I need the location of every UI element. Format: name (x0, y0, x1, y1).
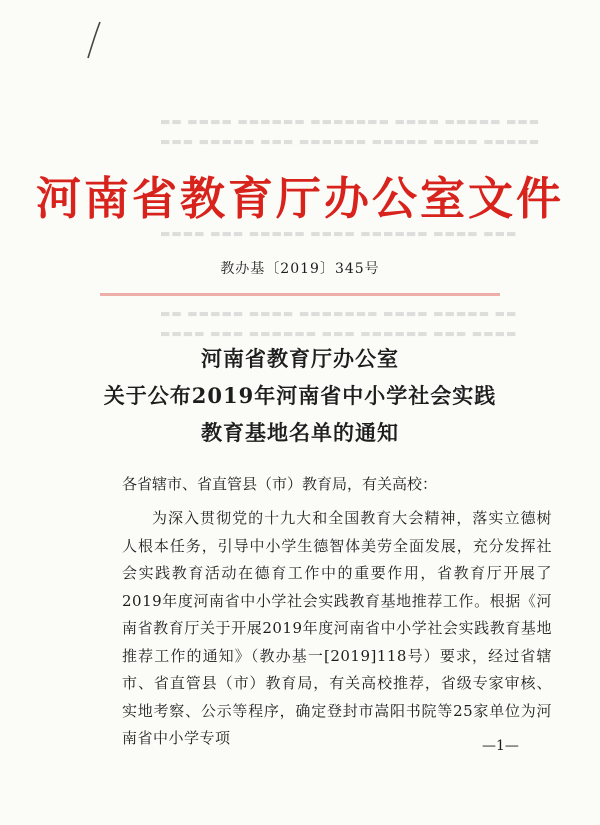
document-header-title: 河南省教育厅办公室文件 (35, 172, 564, 225)
notice-title (0, 340, 600, 451)
bleed-through-text: ▬▬ ▬▬▬▬▬ ▬▬▬▬ ▬▬▬▬▬▬▬ ▬▬▬▬ ▬▬▬▬▬ ▬▬ (160, 307, 518, 320)
bleed-through-text: ▬▬▬▬ ▬▬▬ ▬▬▬▬▬▬ ▬▬▬ ▬▬▬▬▬▬ ▬▬▬ ▬▬▬▬ (160, 327, 518, 340)
notice-title-line: 关于公布2019年河南省中小学社会实践 (103, 383, 497, 408)
bleed-through-text: ▬▬ ▬▬▬▬ ▬▬▬▬▬▬ ▬▬▬▬▬▬▬ ▬▬▬▬ ▬▬▬▬▬ ▬▬▬ (160, 115, 541, 128)
bleed-through-text: ▬▬▬▬ ▬▬▬ ▬▬▬▬▬ ▬▬▬▬ ▬▬▬▬▬▬ ▬▬▬▬ ▬▬▬ (160, 227, 518, 240)
bleed-through-text: ▬▬▬ ▬▬▬▬▬ ▬▬▬ ▬▬▬▬▬▬ ▬▬▬▬▬ ▬▬▬▬ ▬▬▬▬▬ (160, 135, 541, 148)
page-number: —1— (482, 738, 519, 754)
body-paragraph: 为深入贯彻党的十九大和全国教育大会精神，落实立德树人根本任务，引导中小学生德智体美劳全面发展，充分发挥社会实践教育活动在德育工作中的重要作用，省教育厅开展了2019年度河南省中小学社会实践教育基地推荐工作。根据《河南省教育厅关于开展2019年度河南省中小学社会实践教育基地推荐工作的通知》（教办基一[2019]118号）要求，经过省辖市、省直管县（市）教育局，有关高校推荐，省级专家审核、实地考察、公示等程序，确定登封市嵩阳书院等25家单位为河南省中小学专项 (122, 509, 552, 747)
header-divider (100, 293, 500, 296)
document-number: 教办基〔2019〕345号 (220, 261, 380, 277)
notice-title-line: 教育基地名单的通知 (201, 420, 399, 445)
notice-title-line: 河南省教育厅办公室 (201, 346, 399, 371)
addressee-line: 各省辖市、省直管县（市）教育局，有关高校： (122, 475, 438, 493)
pen-stroke-mark (70, 18, 110, 78)
